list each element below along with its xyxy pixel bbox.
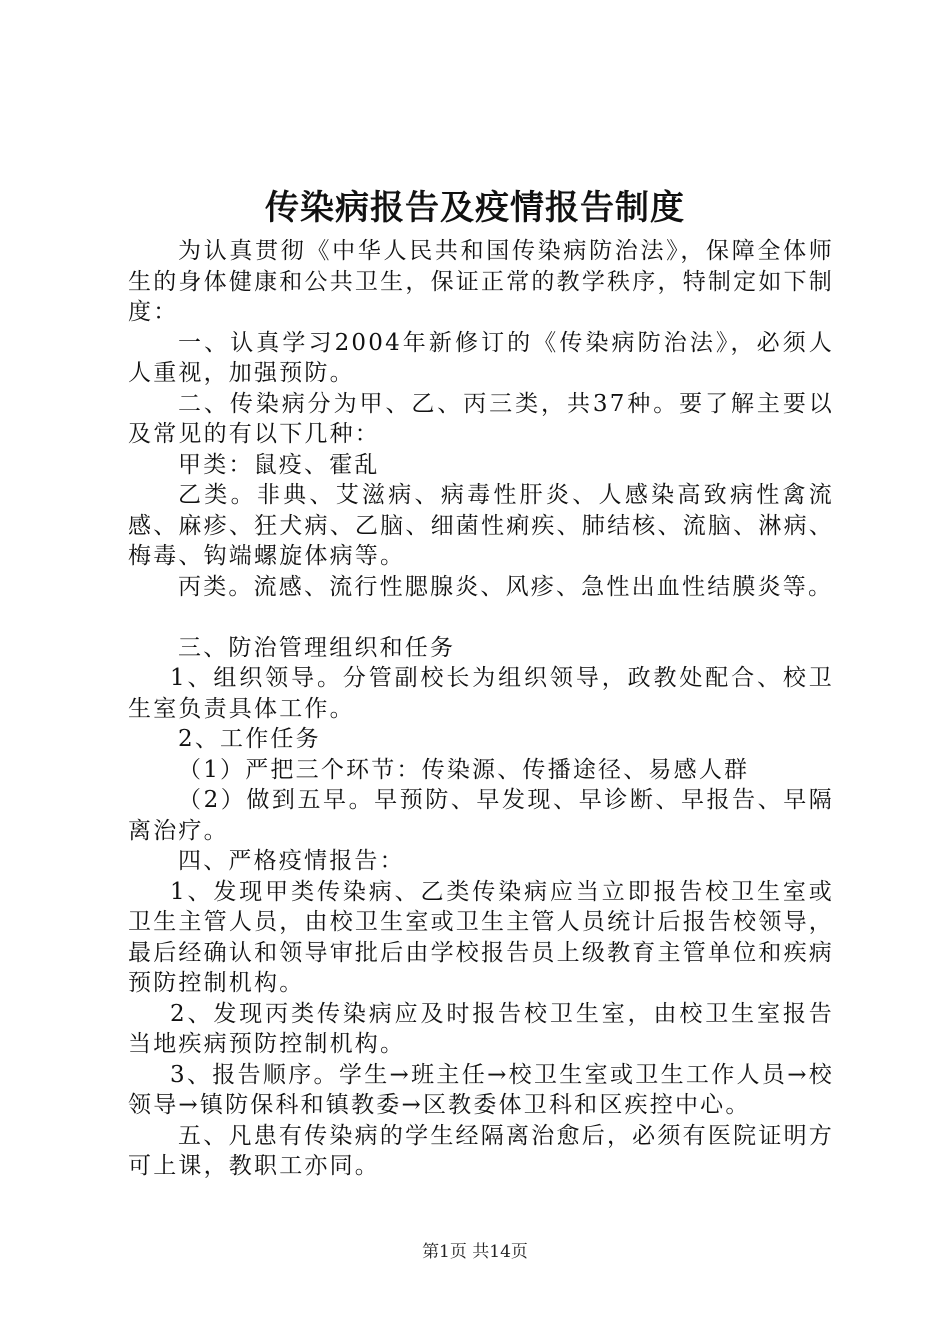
document-body	[128, 236, 834, 1182]
blank-line	[128, 602, 834, 633]
intro-paragraph: 为认真贯彻《中华人民共和国传染病防治法》，保障全体师生的身体健康和公共卫生，保证正常的教学秩序，特制定如下制度：	[128, 238, 834, 325]
document-title: 传染病报告及疫情报告制度	[265, 188, 685, 228]
section-3-heading: 三、防治管理组织和任务	[178, 634, 456, 661]
page-footer: 第1页 共14页	[422, 1242, 528, 1262]
section-4-item-3: 3、报告顺序。学生→班主任→校卫生室或卫生工作人员→校领导→镇防保科和镇教委→区教委体卫科和区疾控中心。	[128, 1061, 834, 1118]
class-a-item: 甲类：鼠疫、霍乱	[178, 451, 380, 478]
class-b-item: 乙类。非典、艾滋病、病毒性肝炎、人感染高致病性禽流感、麻疹、狂犬病、乙脑、细菌性痢疾、肺结核、流脑、淋病、梅毒、钩端螺旋体病等。	[128, 482, 834, 569]
section-3-subitem-2: （2）做到五早。早预防、早发现、早诊断、早报告、早隔离治疗。	[128, 787, 834, 844]
section-3-item-1: 1、组织领导。分管副校长为组织领导，政教处配合、校卫生室负责具体工作。	[128, 665, 834, 722]
section-4-item-2: 2、发现丙类传染病应及时报告校卫生室，由校卫生室报告当地疾病预防控制机构。	[128, 1000, 834, 1057]
class-c-item: 丙类。流感、流行性腮腺炎、风疹、急性出血性结膜炎等。	[178, 573, 834, 600]
section-4-item-1: 1、发现甲类传染病、乙类传染病应当立即报告校卫生室或卫生主管人员，由校卫生室或卫生主管人员统计后报告校领导，最后经确认和领导审批后由学校报告员上级教育主管单位和疾病预防控制机构。	[128, 878, 834, 996]
section-3-item-2: 2、工作任务	[178, 726, 321, 752]
section-1-paragraph: 一、认真学习2004年新修订的《传染病防治法》，必须人人重视，加强预防。	[128, 329, 834, 386]
section-2-paragraph: 二、传染病分为甲、乙、丙三类，共37种。要了解主要以及常见的有以下几种：	[128, 390, 834, 447]
section-5-paragraph: 五、凡患有传染病的学生经隔离治愈后，必须有医院证明方可上课，教职工亦同。	[128, 1122, 834, 1179]
section-3-subitem-1: （1）严把三个环节：传染源、传播途径、易感人群	[178, 756, 750, 783]
section-4-heading: 四、严格疫情报告：	[178, 848, 405, 874]
